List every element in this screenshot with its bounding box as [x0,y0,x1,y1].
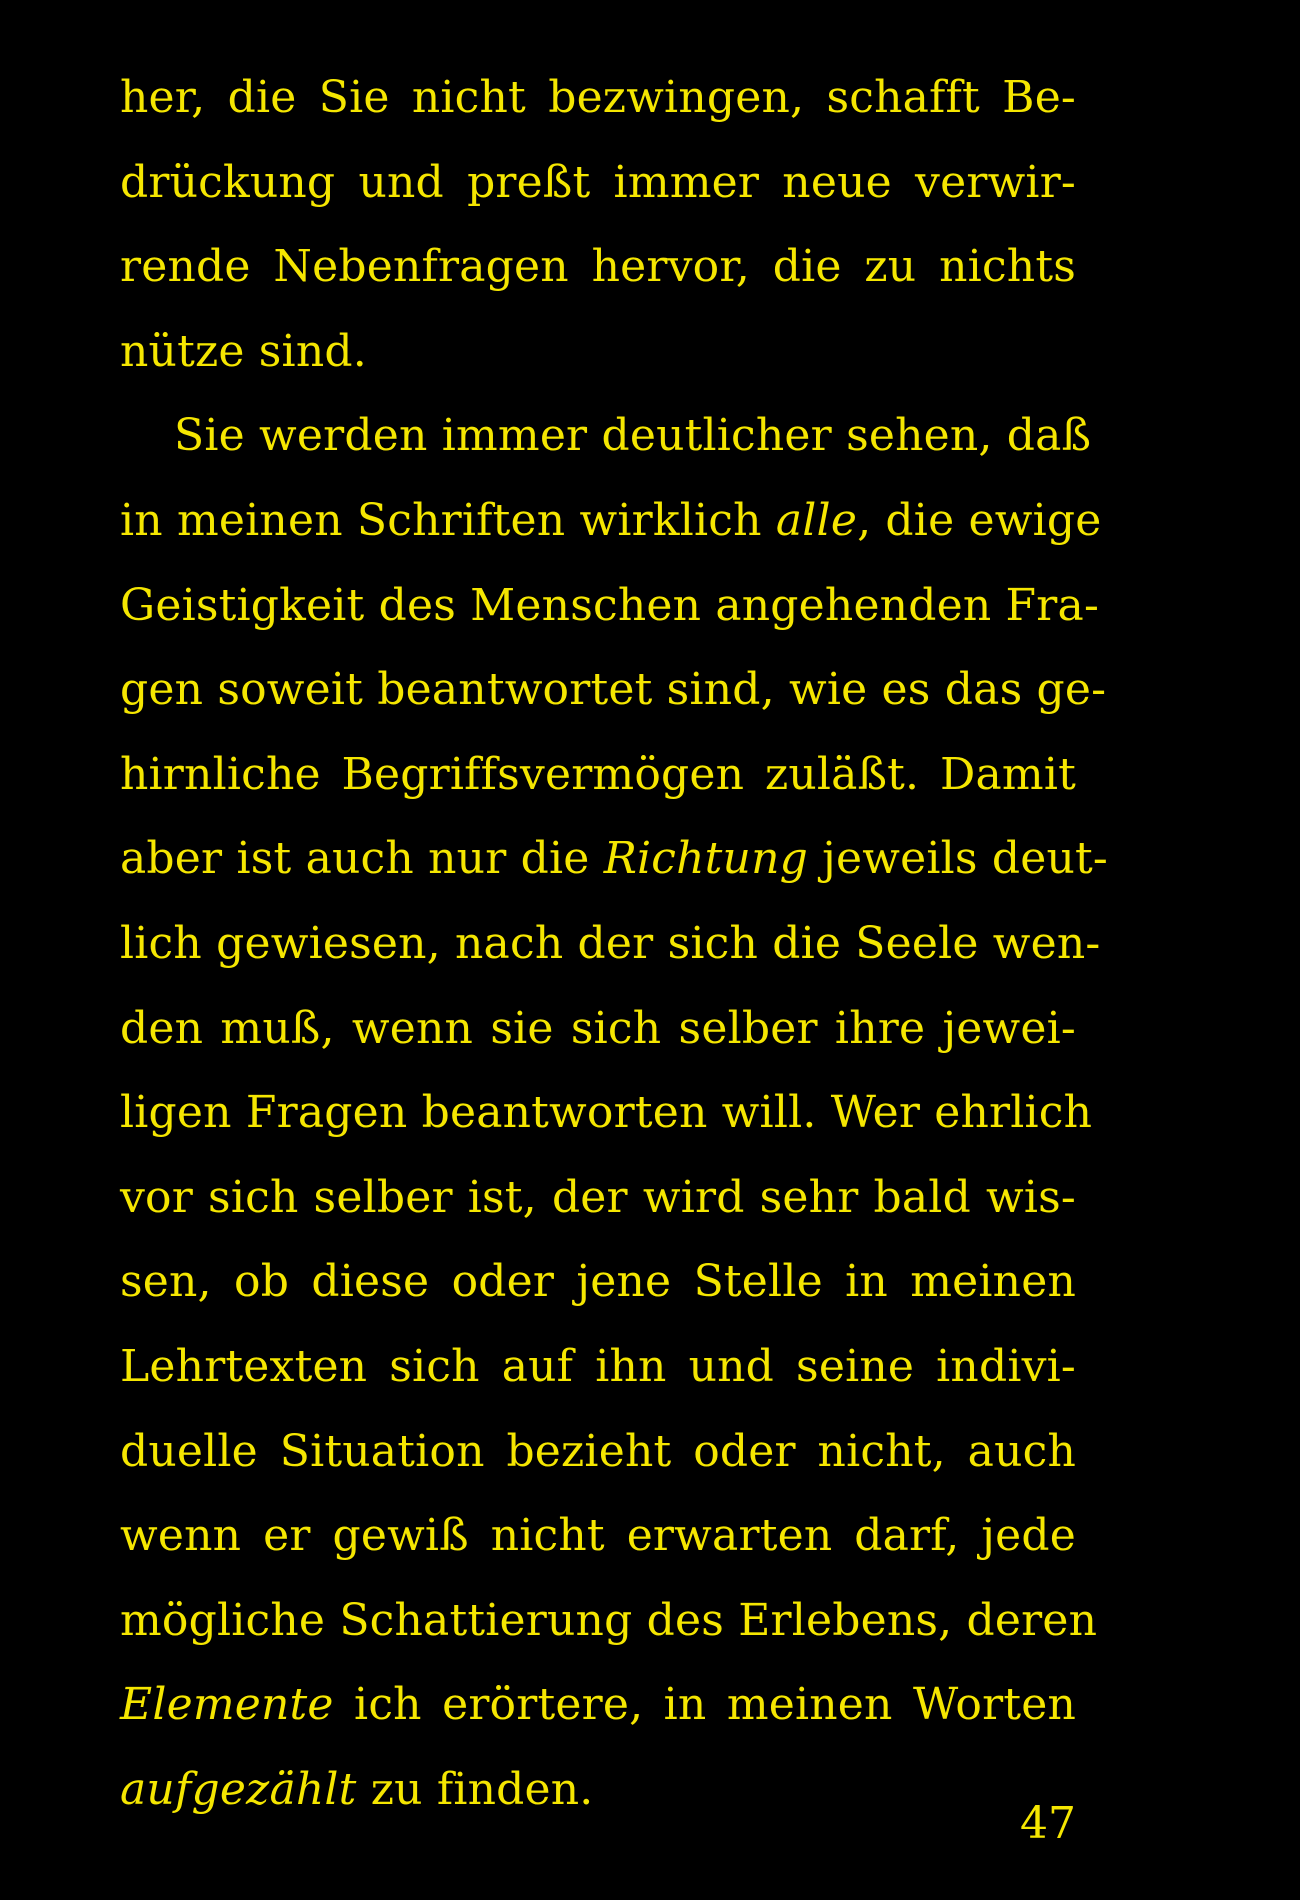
text-run: zu finden. [356,1763,594,1815]
text-run: rende Nebenfragen hervor, die zu nichts [120,241,1076,293]
text-line [120,733,1076,818]
text-run: drückung und preßt immer neue verwir- [120,156,1076,208]
text-run: Sie werden immer deutlicher sehen, daß [174,410,1092,462]
text-run: sen, ob diese oder jene Stelle in meinen [120,1256,1076,1308]
text-line [120,1579,1098,1664]
text-line [120,1410,1076,1495]
text-run: gen soweit beantwortet sind, wie es das ge- [120,664,1107,716]
text-line [120,564,1100,649]
paragraph [120,394,1108,1832]
text-line [120,225,1076,310]
text-line [120,310,1076,395]
text-run: lich gewiesen, nach der sich die Seele wen- [120,917,1101,969]
body-text [120,56,1108,1832]
text-line [120,1156,1076,1241]
emphasis-text: Richtung [603,833,808,885]
text-line [120,1240,1076,1325]
text-line [120,648,1107,733]
emphasis-text: aufgezählt [120,1763,357,1815]
emphasis-text: Elemente [120,1679,334,1731]
text-line [120,1663,1076,1748]
text-line [120,1325,1076,1410]
text-run: her, die Sie nicht bezwingen, schafft Be- [120,72,1076,123]
text-run: aber ist auch nur die [120,833,604,885]
text-line [120,141,1076,226]
text-run: mögliche Schattierung des Erlebens, deren [120,1594,1098,1646]
emphasis-text: alle [775,494,858,546]
text-run: Lehrtexten sich auf ihn und seine indivi- [120,1340,1076,1392]
text-line [120,479,1102,564]
paragraph [120,56,1076,394]
text-line [120,1494,1076,1579]
text-line [120,902,1101,987]
page-number: 47 [1020,1798,1076,1849]
text-run: duelle Situation bezieht oder nicht, auch [120,1425,1076,1477]
text-run: , die ewige [857,494,1102,546]
text-run: Geistigkeit des Menschen angehenden Fra- [120,579,1100,631]
text-line [120,56,1076,141]
text-run: ligen Fragen beantworten will. Wer ehrlich [120,1087,1093,1139]
text-run: den muß, wenn sie sich selber ihre jewei- [120,1002,1076,1054]
text-line [120,987,1076,1072]
text-line [120,1748,1076,1833]
text-run: jeweils deut- [808,833,1108,885]
text-run: nütze sind. [120,325,367,377]
text-run: vor sich selber ist, der wird sehr bald wis- [120,1171,1076,1223]
text-run: wenn er gewiß nicht erwarten darf, jede [120,1510,1076,1562]
text-run: in meinen Schriften wirklich [120,494,776,546]
text-line [120,1071,1093,1156]
text-line [120,817,1108,902]
text-line [120,394,1092,479]
text-run: ich erörtere, in meinen Worten [333,1679,1076,1731]
text-run: hirnliche Begriffsvermögen zuläßt. Damit [120,748,1076,800]
